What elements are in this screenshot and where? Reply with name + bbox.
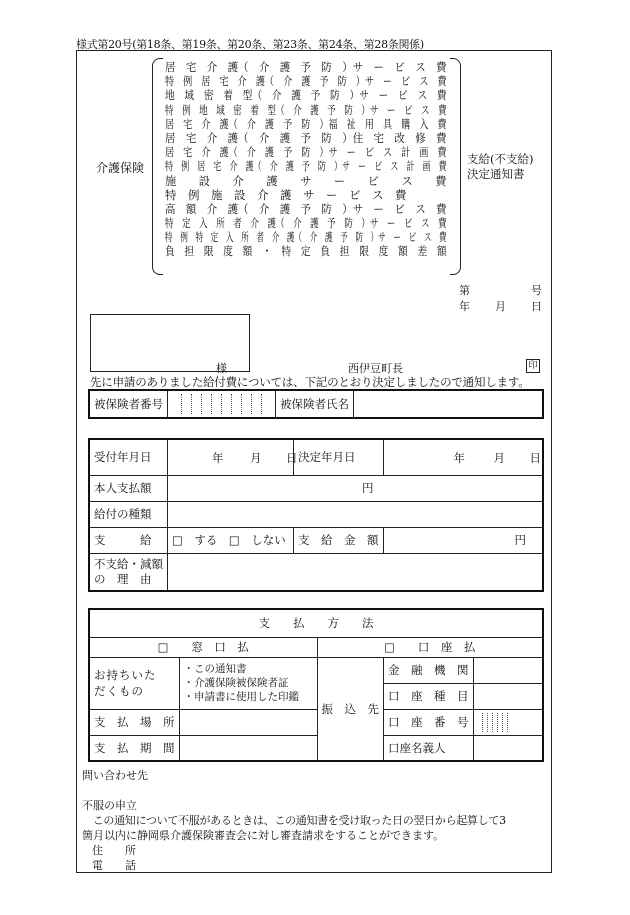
left-bracket <box>152 58 163 275</box>
received-month: 月 <box>250 451 262 466</box>
insured-number-cells[interactable] <box>168 390 276 418</box>
received-date-value[interactable] <box>168 439 298 475</box>
self-payment-value[interactable] <box>168 475 544 501</box>
notice-title <box>467 152 533 182</box>
bank-label: 金 融 機 関 <box>384 657 474 683</box>
payment-options[interactable]: □ する □ しない <box>168 527 294 553</box>
received-date-label: 受付年月日 <box>89 439 168 475</box>
service-item: 居 宅 介 護（ 介 護 予 防 ）福 祉 用 具 購 入 費 <box>165 116 447 131</box>
form-number: 様式第20号(第18条、第19条、第20条、第23条、第24条、第28条関係) <box>76 38 424 51</box>
account-number-cells[interactable] <box>473 709 543 735</box>
payment-method-title: 支 払 方 法 <box>89 609 543 637</box>
payment-amount-value[interactable] <box>383 527 543 553</box>
insured-name-label: 被保険者氏名 <box>276 390 354 418</box>
service-item: 居 宅 介 護（ 介 護 予 防 ）サ ー ビ ス 計 画 費 <box>165 145 447 160</box>
service-item: 特 例 居 宅 介 護（ 介 護 予 防 ）サ ー ビ ス 計 画 費 <box>165 159 447 174</box>
bring-label-line2: だくもの <box>94 684 144 698</box>
service-item: 特 例 地 域 密 着 型（ 介 護 予 防 ）サ ー ビ ス 費 <box>165 102 447 117</box>
decision-date-value[interactable] <box>383 439 543 475</box>
decision-date-label: 決定年月日 <box>294 439 384 475</box>
service-item: 施 設 介 護 サ ー ビ ス 費 <box>165 173 447 188</box>
bring-item: ・介護保険被保険者証 <box>183 676 289 689</box>
account-type-value[interactable] <box>473 683 543 709</box>
notice-title-line2: 決定通知書 <box>467 167 525 181</box>
decision-day: 日 <box>529 451 541 466</box>
objection-title: 不服の申立 <box>82 799 137 812</box>
account-type-label: 口 座 種 目 <box>384 683 474 709</box>
reason-label-line2: の 理 由 <box>94 571 152 586</box>
date-month: 月 <box>495 300 506 313</box>
intro-text: 先に申請のありました給付費については、下記のとおり決定しましたので通知します。 <box>90 375 530 389</box>
objection-text-line1: この通知について不服があるときは、この通知書を受け取った日の翌日から起算して3 <box>82 814 506 827</box>
service-item: 特 例 施 設 介 護 サ ー ビ ス 費 <box>165 187 407 202</box>
payment-label: 支 給 <box>89 527 168 553</box>
insurance-label: 介護保険 <box>96 161 145 175</box>
payment-amount-yen: 円 <box>514 533 526 547</box>
insured-number-label: 被保険者番号 <box>89 390 168 418</box>
transfer-label: 振 込 先 <box>317 657 384 761</box>
account-holder-value[interactable] <box>473 735 543 761</box>
account-number-label: 口 座 番 号 <box>384 709 474 735</box>
date-year: 年 <box>459 300 470 313</box>
right-bracket <box>450 58 461 275</box>
seal-mark: 印 <box>526 359 540 373</box>
payment-amount-label: 支 給 金 額 <box>294 527 384 553</box>
bring-item: ・この通知書 <box>183 662 247 675</box>
bring-item: ・申請書に使用した印鑑 <box>183 690 299 703</box>
doc-number-suffix: 号 <box>531 284 542 297</box>
insured-name-value[interactable] <box>354 390 544 418</box>
service-item: 高 額 介 護（ 介 護 予 防 ）サ ー ビ ス 費 <box>165 201 447 216</box>
benefit-type-label: 給付の種類 <box>89 501 168 527</box>
window-payment[interactable]: □ 窓 口 払 <box>89 637 317 657</box>
bring-items <box>179 657 317 709</box>
service-item: 特 定 入 所 者 介 護（ 介 護 予 防 ）サ ー ビ ス 費 <box>165 216 447 231</box>
pay-period-value[interactable] <box>179 735 317 761</box>
decision-month: 月 <box>493 451 505 466</box>
bank-value[interactable] <box>473 657 543 683</box>
pay-place-label: 支 払 場 所 <box>89 709 179 735</box>
benefit-type-value[interactable] <box>168 501 544 527</box>
pay-place-value[interactable] <box>179 709 317 735</box>
insured-table <box>88 389 544 419</box>
bring-label <box>89 657 179 709</box>
bring-label-line1: お持ちいた <box>94 668 157 682</box>
notice-title-line1: 支給(不支給) <box>467 152 534 166</box>
services-list <box>165 60 447 259</box>
self-payment-label: 本人支払額 <box>89 475 168 501</box>
service-item: 地 域 密 着 型（ 介 護 予 防 ）サ ー ビ ス 費 <box>165 88 447 103</box>
service-item: 特 例 居 宅 介 護（ 介 護 予 防 ）サ ー ビ ス 費 <box>165 74 447 89</box>
received-day: 日 <box>286 451 298 466</box>
account-holder-label: 口座名義人 <box>384 735 474 761</box>
address-label: 住 所 <box>92 844 136 857</box>
issuer: 西伊豆町長 <box>348 362 403 375</box>
decision-table <box>88 438 544 592</box>
inquiry-label: 問い合わせ先 <box>82 769 148 782</box>
phone-label: 電 話 <box>92 859 136 872</box>
doc-number-label: 第 <box>459 284 470 297</box>
reason-value[interactable] <box>168 553 544 591</box>
received-year: 年 <box>212 451 224 466</box>
payment-method-table <box>88 608 544 762</box>
service-item: 特 例 特 定 入 所 者 介 護（ 介 護 予 防 ）サ ー ビ ス 費 <box>165 230 447 245</box>
reason-label <box>89 553 168 591</box>
service-item: 負 担 限 度 額 ・ 特 定 負 担 限 度 額 差 額 <box>165 244 447 259</box>
reason-label-line1: 不支給・減額 <box>94 556 163 571</box>
decision-year: 年 <box>453 451 465 466</box>
date-day: 日 <box>531 300 542 313</box>
pay-period-label: 支 払 期 間 <box>89 735 179 761</box>
self-payment-yen: 円 <box>362 481 374 495</box>
addressee-suffix: 様 <box>216 362 227 375</box>
service-item: 居 宅 介 護（ 介 護 予 防 ）サ ー ビ ス 費 <box>165 60 447 74</box>
account-payment[interactable]: □ 口 座 払 <box>317 637 543 657</box>
objection-text-line2: 箇月以内に静岡県介護保険審査会に対し審査請求をすることができます。 <box>82 829 445 842</box>
service-item: 居 宅 介 護（ 介 護 予 防 ）住 宅 改 修 費 <box>165 130 447 145</box>
